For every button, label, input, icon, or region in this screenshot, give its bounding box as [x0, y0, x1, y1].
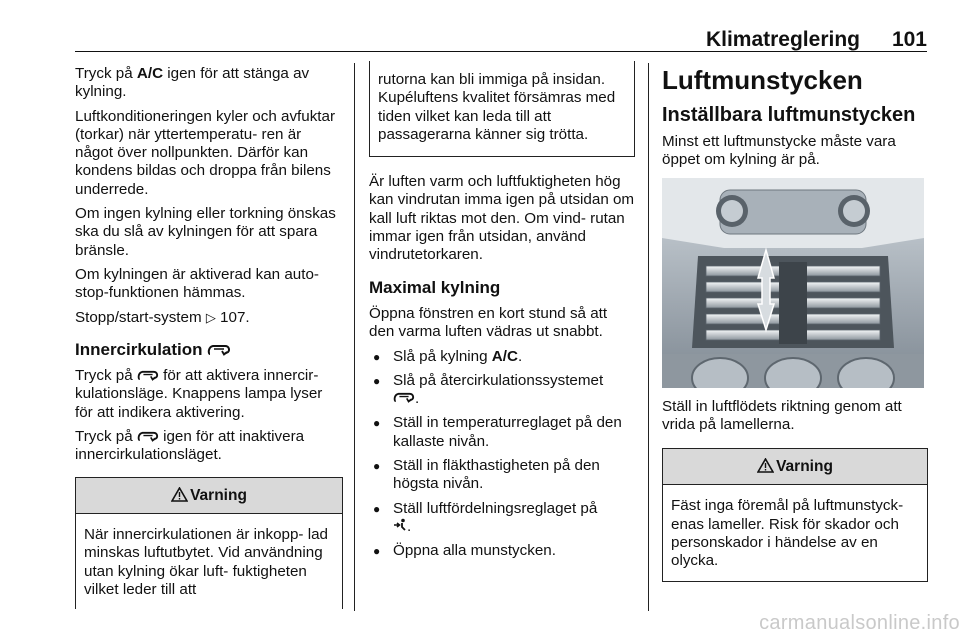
list-item: ● Slå på återcirkulationssystemet .	[369, 372, 635, 409]
warning-text: När innercirkulationen är inkopp- lad minskas luftutbytet. Vid användning utan kylning ökar luft- fuktigheten vilket leder till att	[84, 525, 328, 598]
paragraph: Ställ in luftflödets riktning genom att vrida på lamellerna.	[662, 397, 902, 433]
footwell-airflow-icon	[393, 518, 407, 531]
warning-box	[662, 448, 928, 581]
page-title: Klimatreglering	[705, 28, 860, 51]
paragraph: Tryck på A/C igen för att stänga av kylning.	[75, 65, 310, 101]
warning-header: Varning	[76, 478, 342, 514]
header-rule	[75, 51, 927, 52]
list-item: ● Öppna alla munstycken.	[369, 542, 635, 560]
section-heading-max-cooling: Maximal kylning	[369, 277, 501, 297]
paragraph: Är luften varm och luftfuktigheten hög kan vindrutan imma igen på utsidan om kall luft riktas mot den. Om vind- rutan immar igen från utsidan, använd vindrutetorkaren.	[369, 173, 635, 264]
column-divider-2	[648, 63, 649, 611]
list-item: ● Slå på kylning A/C.	[369, 348, 635, 366]
ac-key-label: A/C	[491, 347, 518, 365]
warning-text: rutorna kan bli immiga på insidan. Kupéluftens kvalitet försämras med tiden vilket kan leda till att passagerarna känner sig trötta.	[378, 71, 616, 143]
paragraph: Tryck på igen för att inaktivera innercirkulationsläget.	[75, 428, 305, 464]
warning-triangle-icon	[171, 487, 188, 502]
recirculation-icon	[137, 369, 159, 381]
paragraph: Om ingen kylning eller torkning önskas ska du slå av kylningen för att spara bränsle.	[75, 205, 336, 259]
recirculation-icon	[393, 391, 415, 403]
paragraph: Öppna fönstren en kort stund så att den varma luften vädras ut snabbt.	[369, 304, 608, 341]
paragraph: Minst ett luftmunstycke måste vara öppet om kylning är på.	[662, 133, 896, 169]
paragraph: Stopp/start-system ▷ 107.	[75, 308, 250, 326]
column-1	[75, 65, 343, 609]
list-item: ● Ställ in temperaturreglaget på den kallaste nivån.	[369, 414, 635, 451]
air-vent-photo	[662, 178, 924, 388]
paragraph: Om kylningen är aktiverad kan auto- stop-funktionen hämmas.	[75, 265, 319, 302]
watermark: carmanualsonline.info	[759, 612, 960, 634]
column-2	[369, 63, 635, 567]
section-title: Luftmunstycken	[662, 65, 863, 95]
column-divider-1	[354, 63, 355, 611]
steps-list	[369, 348, 635, 561]
section-subtitle: Inställbara luftmunstycken	[662, 104, 916, 126]
list-item: ● Ställ luftfördelningsreglaget på .	[369, 500, 635, 537]
page-number: 101	[891, 28, 927, 51]
page-reference-arrow-icon: ▷	[205, 309, 216, 325]
warning-box	[75, 477, 343, 609]
list-item: ● Ställ in fläkthastigheten på den högsta nivån.	[369, 457, 635, 494]
warning-text: Fäst inga föremål på luftmunstyck- enas lameller. Risk för skador och personskador i händelse av en olycka.	[671, 497, 904, 570]
ac-key-label: A/C	[136, 65, 164, 82]
warning-triangle-icon	[757, 458, 774, 473]
recirculation-icon	[207, 343, 231, 356]
paragraph: Luftkonditioneringen kyler och avfuktar (torkar) när yttertemperatu- ren är något över nollpunkten. Därför kan kondens bildas och droppa från bilens underrede.	[75, 107, 336, 198]
column-3	[662, 65, 928, 582]
warning-header: Varning	[663, 449, 927, 485]
warning-box-continued	[369, 61, 635, 157]
section-heading-recirculation: Innercirkulation	[75, 341, 343, 359]
paragraph: Tryck på för att aktivera innercir- kulationsläge. Knappens lampa lyser för att indikera aktivering.	[75, 367, 323, 421]
recirculation-icon	[137, 430, 159, 442]
